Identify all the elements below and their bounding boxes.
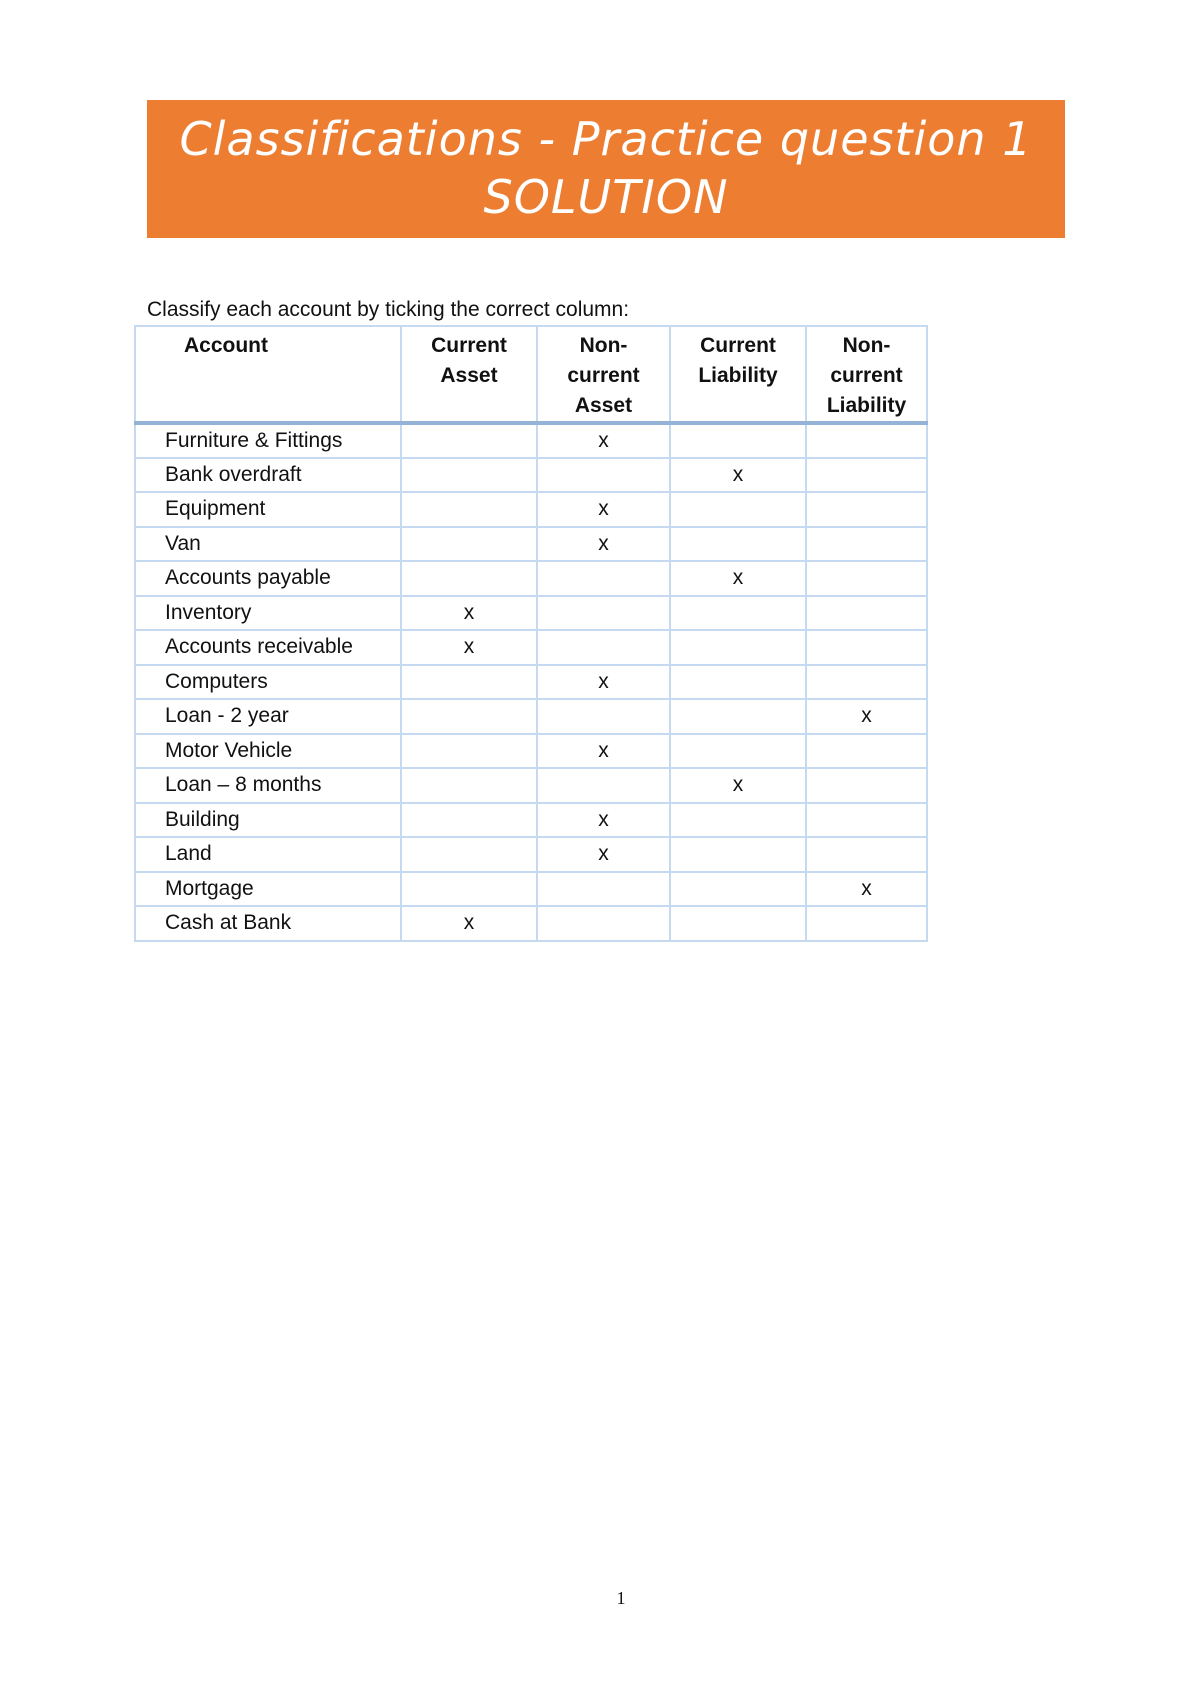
account-name-cell: Inventory [135,596,401,631]
account-name-cell: Furniture & Fittings [135,423,401,458]
current-asset-cell [401,665,537,700]
current-liability-cell [670,734,806,769]
non-current-asset-cell: x [537,492,670,527]
account-name-cell: Building [135,803,401,838]
non-current-liability-cell [806,906,927,941]
table-row [135,561,927,596]
table-row [135,768,927,803]
current-liability-cell: x [670,768,806,803]
table-row [135,734,927,769]
current-liability-cell [670,872,806,907]
current-asset-cell: x [401,630,537,665]
current-liability-cell: x [670,561,806,596]
non-current-liability-cell: x [806,872,927,907]
account-name-cell: Loan – 8 months [135,768,401,803]
current-asset-cell [401,734,537,769]
non-current-asset-cell: x [537,665,670,700]
current-liability-cell [670,803,806,838]
current-liability-cell [670,837,806,872]
non-current-asset-cell: x [537,803,670,838]
current-asset-cell [401,492,537,527]
current-asset-cell: x [401,596,537,631]
current-liability-cell [670,699,806,734]
header-non-current-liability [806,326,927,423]
current-asset-cell [401,872,537,907]
classification-table [134,325,928,942]
current-asset-cell [401,699,537,734]
non-current-asset-cell [537,906,670,941]
header-current-asset [401,326,537,423]
account-name-cell: Equipment [135,492,401,527]
header-current-asset-label: Current Asset [431,334,507,387]
non-current-asset-cell: x [537,527,670,562]
table-row [135,665,927,700]
header-non-current-asset-label: Non-current Asset [567,334,640,417]
non-current-asset-cell [537,872,670,907]
account-name-cell: Bank overdraft [135,458,401,493]
page-number: 1 [616,1588,626,1608]
header-non-current-asset [537,326,670,423]
current-liability-cell: x [670,458,806,493]
header-current-liability [670,326,806,423]
non-current-liability-cell [806,768,927,803]
table-row [135,596,927,631]
header-account: Account [135,326,401,423]
current-asset-cell [401,561,537,596]
account-name-cell: Computers [135,665,401,700]
non-current-liability-cell [806,423,927,458]
table-row [135,630,927,665]
current-asset-cell [401,423,537,458]
non-current-asset-cell [537,596,670,631]
table-row [135,699,927,734]
instruction-text: Classify each account by ticking the correct column: [147,298,630,321]
non-current-liability-cell [806,527,927,562]
current-asset-cell [401,768,537,803]
current-liability-cell [670,596,806,631]
non-current-asset-cell: x [537,837,670,872]
table-row [135,906,927,941]
current-liability-cell [670,423,806,458]
non-current-asset-cell [537,561,670,596]
current-asset-cell [401,837,537,872]
non-current-asset-cell [537,768,670,803]
non-current-liability-cell [806,458,927,493]
non-current-liability-cell [806,734,927,769]
account-name-cell: Accounts payable [135,561,401,596]
table-header-row [135,326,927,423]
current-asset-cell [401,458,537,493]
non-current-liability-cell [806,837,927,872]
current-liability-cell [670,665,806,700]
table-row [135,872,927,907]
non-current-liability-cell [806,561,927,596]
header-non-current-liability-label: Non-current Liability [826,334,907,417]
non-current-liability-cell [806,665,927,700]
table-row [135,423,927,458]
current-asset-cell: x [401,906,537,941]
header-current-liability-label: Current Liability [698,334,778,387]
non-current-asset-cell [537,699,670,734]
current-asset-cell [401,527,537,562]
account-name-cell: Mortgage [135,872,401,907]
account-name-cell: Van [135,527,401,562]
account-name-cell: Accounts receivable [135,630,401,665]
non-current-asset-cell: x [537,734,670,769]
table-row [135,492,927,527]
account-name-cell: Land [135,837,401,872]
current-liability-cell [670,906,806,941]
non-current-asset-cell [537,630,670,665]
table-body [135,423,927,941]
non-current-liability-cell [806,596,927,631]
title-line-2: SOLUTION [483,170,729,224]
non-current-liability-cell: x [806,699,927,734]
account-name-cell: Motor Vehicle [135,734,401,769]
account-name-cell: Loan - 2 year [135,699,401,734]
title-banner [147,100,1065,238]
current-asset-cell [401,803,537,838]
table-row [135,803,927,838]
current-liability-cell [670,630,806,665]
current-liability-cell [670,492,806,527]
non-current-asset-cell [537,458,670,493]
non-current-liability-cell [806,803,927,838]
current-liability-cell [670,527,806,562]
table-row [135,527,927,562]
table-row [135,837,927,872]
non-current-liability-cell [806,630,927,665]
non-current-asset-cell: x [537,423,670,458]
table-row [135,458,927,493]
non-current-liability-cell [806,492,927,527]
account-name-cell: Cash at Bank [135,906,401,941]
title-line-1: Classifications - Practice question 1 [179,112,1033,166]
